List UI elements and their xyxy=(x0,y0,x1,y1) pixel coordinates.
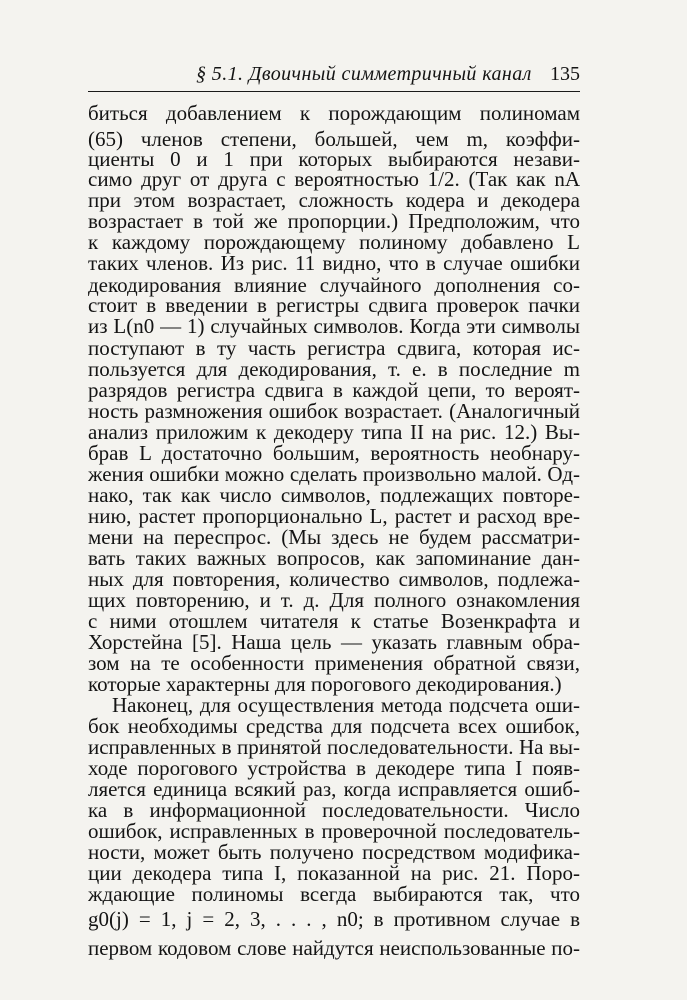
text-line: таких членов. Из рис. 11 видно, что в случае ошибки xyxy=(88,251,580,275)
text-line: ных для повторения, количество символов, подлежа- xyxy=(88,567,580,591)
text-line: мени на переспрос. (Мы здесь не будем рассматри- xyxy=(88,525,580,549)
formula-line: g0(j) = 1, j = 2, 3, . . . , n0; в противном случае в xyxy=(88,907,580,931)
text-line: Наконец, для осуществления метода подсчета оши- xyxy=(112,693,580,717)
text-line: поступают в ту часть регистра сдвига, которая ис- xyxy=(88,336,580,360)
header-rule xyxy=(88,91,580,92)
text-line: анализ приложим к декодеру типа II на рис. 12.) Вы- xyxy=(88,420,580,444)
text-line: первом кодовом слове найдутся неиспользованные по- xyxy=(88,936,580,960)
text-line: щих повторению, и т. д. Для полного ознакомления xyxy=(88,588,580,612)
text-line: нию, растет пропорционально L, растет и расход вре- xyxy=(88,504,580,528)
text-line: симо друг от друга с вероятностью 1/2. (Так как nA xyxy=(88,167,580,191)
text-line: ка в информационной последовательности. Число xyxy=(88,798,580,822)
text-line: ность размножения ошибок возрастает. (Аналогичный xyxy=(88,399,580,423)
text-line: ждающие полиномы всегда выбираются так, что xyxy=(88,882,580,906)
text-line: ции декодера типа I, показанной на рис. 21. Поро- xyxy=(88,861,580,885)
text-line: брав L достаточно большим, вероятность необнару- xyxy=(88,441,580,465)
text-line: исправленных в принятой последовательности. На вы- xyxy=(88,735,580,759)
text-line: биться добавлением к порождающим полиномам xyxy=(88,101,580,125)
text-line: (65) членов степени, большей, чем m, коэффи- xyxy=(88,127,580,151)
text-line: циенты 0 и 1 при которых выбираются незави- xyxy=(88,147,580,171)
text-line: при этом возрастает, сложность кодера и декодера xyxy=(88,188,580,212)
text-line: нако, так как число символов, подлежащих повторе- xyxy=(88,483,580,507)
text-line: зом на те особенности применения обратной связи, xyxy=(88,651,580,675)
text-line: ности, может быть получено посредством модифика- xyxy=(88,840,580,864)
text-line: с ними отошлем читателя к статье Возенкрафта и xyxy=(88,609,580,633)
text-line: возрастает в той же пропорции.) Предположим, что xyxy=(88,209,580,233)
text-line: Хорстейна [5]. Наша цель — указать главным обра- xyxy=(88,630,580,654)
text-line: ляется единица всякий раз, когда исправляется ошиб- xyxy=(88,777,580,801)
text-line: жения ошибки можно сделать произвольно малой. Од- xyxy=(88,462,580,486)
text-line: вать таких важных вопросов, как запоминание дан- xyxy=(88,546,580,570)
text-line: декодирования влияние случайного дополнения со- xyxy=(88,273,580,297)
page-number: 135 xyxy=(550,63,580,85)
text-line: пользуется для декодирования, т. е. в последние m xyxy=(88,357,580,381)
text-line: ходе порогового устройства в декодере типа I появ- xyxy=(88,756,580,780)
text-line: разрядов регистра сдвига в каждой цепи, то вероят- xyxy=(88,378,580,402)
text-line: стоит в введении в регистры сдвига проверок пачки xyxy=(88,293,580,317)
section-title: § 5.1. Двоичный симметричный канал xyxy=(196,63,532,85)
running-header xyxy=(88,60,580,88)
text-line: бок необходимы средства для подсчета всех ошибок, xyxy=(88,714,580,738)
text-line: которые характерны для порогового декодирования.) xyxy=(88,672,562,696)
text-line: к каждому порождающему полиному добавлено L xyxy=(88,230,580,254)
text-line: из L(n0 — 1) случайных символов. Когда эти символы xyxy=(88,314,580,338)
text-line: ошибок, исправленных в проверочной последователь- xyxy=(88,819,580,843)
